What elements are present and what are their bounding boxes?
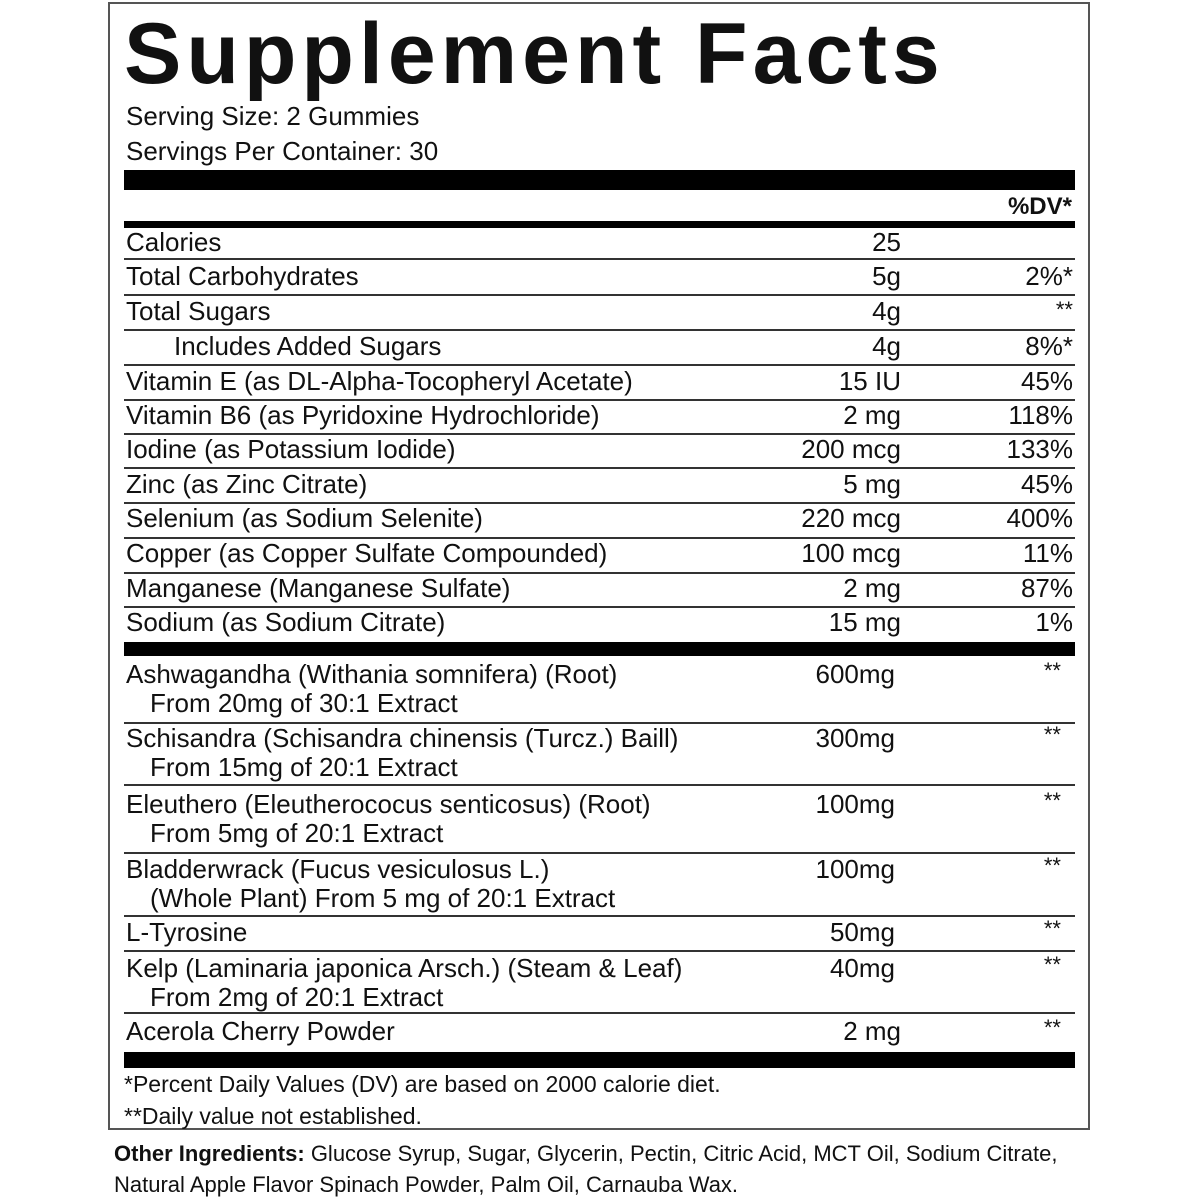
botanical-dv: ** xyxy=(1043,1015,1061,1040)
nutrient-name: Selenium (as Sodium Selenite) xyxy=(126,503,483,533)
nutrient-amount: 4g xyxy=(872,331,901,361)
nutrient-name: Includes Added Sugars xyxy=(174,331,442,361)
servings-per-container: Servings Per Container: 30 xyxy=(126,136,439,166)
nutrient-row-calories xyxy=(124,228,1075,260)
nutrient-row xyxy=(124,608,1075,642)
thick-divider-top xyxy=(124,170,1075,190)
botanical-name: L-Tyrosine xyxy=(126,917,248,947)
nutrient-row xyxy=(124,470,1075,504)
botanical-dv: ** xyxy=(1043,788,1061,813)
botanical-extract-note: From 20mg of 30:1 Extract xyxy=(150,688,458,718)
nutrient-dv: 87% xyxy=(1020,573,1073,603)
nutrient-name: Total Sugars xyxy=(126,296,271,326)
nutrient-dv: 118% xyxy=(1008,400,1073,430)
botanical-row xyxy=(124,1017,1075,1051)
botanical-name: Eleuthero (Eleutherococus senticosus) (Root) xyxy=(126,789,651,819)
botanical-amount: 40mg xyxy=(829,953,895,983)
botanical-amount: 600mg xyxy=(815,659,895,689)
botanical-dv: ** xyxy=(1043,916,1061,941)
nutrient-amount: 4g xyxy=(872,296,901,326)
botanical-row xyxy=(124,918,1075,952)
nutrient-name: Calories xyxy=(126,227,222,257)
other-ingredients-label: Other Ingredients: xyxy=(114,1141,305,1166)
nutrient-amount: 15 IU xyxy=(838,366,901,396)
nutrient-name: Vitamin B6 (as Pyridoxine Hydrochloride) xyxy=(126,400,600,430)
footnote-percent-dv: *Percent Daily Values (DV) are based on 2000 calorie diet. xyxy=(124,1071,721,1097)
header-divider xyxy=(124,221,1075,228)
nutrient-dv: 8%* xyxy=(1025,331,1073,361)
botanical-amount: 100mg xyxy=(815,789,895,819)
nutrient-amount: 25 xyxy=(872,227,901,257)
botanical-amount: 2 mg xyxy=(843,1016,901,1046)
thick-divider-bottom xyxy=(124,1052,1075,1068)
nutrient-row xyxy=(124,435,1075,469)
botanical-row xyxy=(124,954,1075,1014)
other-ingredients-text: Glucose Syrup, Sugar, Glycerin, Pectin, Citric Acid, MCT Oil, Sodium Citrate, Natural Apple Flavor Spinach Powder, Palm Oil, Carnauba Wax. xyxy=(114,1141,1058,1197)
nutrient-dv: ** xyxy=(1055,297,1073,322)
panel-title: Supplement Facts xyxy=(124,6,945,102)
botanical-dv: ** xyxy=(1043,722,1061,747)
nutrient-dv: 400% xyxy=(1006,503,1073,533)
nutrient-name: Copper (as Copper Sulfate Compounded) xyxy=(126,538,608,568)
botanical-row xyxy=(124,790,1075,854)
nutrient-dv: 11% xyxy=(1022,538,1073,568)
nutrient-amount: 5 mg xyxy=(843,469,901,499)
dv-column-header: %DV* xyxy=(1007,193,1072,220)
botanical-dv: ** xyxy=(1043,853,1061,878)
thick-divider-middle xyxy=(124,642,1075,656)
other-ingredients xyxy=(114,1138,1104,1200)
nutrient-row xyxy=(124,504,1075,539)
nutrient-dv: 45% xyxy=(1020,366,1073,396)
botanical-row xyxy=(124,660,1075,724)
nutrient-dv: 133% xyxy=(1006,434,1073,464)
botanical-extract-note: From 5mg of 20:1 Extract xyxy=(150,818,444,848)
nutrient-amount: 220 mcg xyxy=(801,503,901,533)
nutrient-amount: 15 mg xyxy=(828,607,901,637)
botanical-name: Bladderwrack (Fucus vesiculosus L.) xyxy=(126,854,550,884)
botanical-name: Schisandra (Schisandra chinensis (Turcz.) Baill) xyxy=(126,723,679,753)
botanical-amount: 300mg xyxy=(815,723,895,753)
botanical-name: Kelp (Laminaria japonica Arsch.) (Steam & Leaf) xyxy=(126,953,683,983)
botanical-row xyxy=(124,855,1075,917)
nutrient-name: Iodine (as Potassium Iodide) xyxy=(126,434,456,464)
nutrient-name: Manganese (Manganese Sulfate) xyxy=(126,573,511,603)
botanical-row xyxy=(124,724,1075,786)
botanical-dv: ** xyxy=(1043,952,1061,977)
nutrient-dv: 45% xyxy=(1020,469,1073,499)
nutrient-amount: 200 mcg xyxy=(801,434,901,464)
nutrient-row xyxy=(124,297,1075,331)
nutrient-row xyxy=(124,367,1075,401)
botanical-amount: 100mg xyxy=(815,854,895,884)
nutrient-name: Sodium (as Sodium Citrate) xyxy=(126,607,446,637)
nutrient-row xyxy=(124,401,1075,435)
nutrient-amount: 5g xyxy=(872,261,901,291)
botanical-amount: 50mg xyxy=(829,917,895,947)
nutrient-amount: 2 mg xyxy=(843,400,901,430)
botanical-name: Ashwagandha (Withania somnifera) (Root) xyxy=(126,659,618,689)
footnote-not-established: **Daily value not established. xyxy=(124,1103,422,1129)
nutrient-row xyxy=(124,574,1075,608)
botanical-extract-note: From 15mg of 20:1 Extract xyxy=(150,752,458,782)
nutrient-row xyxy=(124,332,1075,366)
nutrient-dv: 2%* xyxy=(1025,261,1073,291)
nutrient-dv: 1% xyxy=(1035,607,1073,637)
botanical-dv: ** xyxy=(1043,658,1061,683)
nutrient-row xyxy=(124,262,1075,296)
botanical-extract-note: From 2mg of 20:1 Extract xyxy=(150,982,444,1012)
serving-size: Serving Size: 2 Gummies xyxy=(126,101,420,131)
nutrient-amount: 100 mcg xyxy=(801,538,901,568)
nutrient-amount: 2 mg xyxy=(843,573,901,603)
nutrient-name: Vitamin E (as DL-Alpha-Tocopheryl Acetate) xyxy=(126,366,633,396)
botanical-extract-note: (Whole Plant) From 5 mg of 20:1 Extract xyxy=(150,883,616,913)
nutrient-name: Zinc (as Zinc Citrate) xyxy=(126,469,368,499)
nutrient-row xyxy=(124,539,1075,574)
botanical-name: Acerola Cherry Powder xyxy=(126,1016,395,1046)
nutrient-name: Total Carbohydrates xyxy=(126,261,359,291)
